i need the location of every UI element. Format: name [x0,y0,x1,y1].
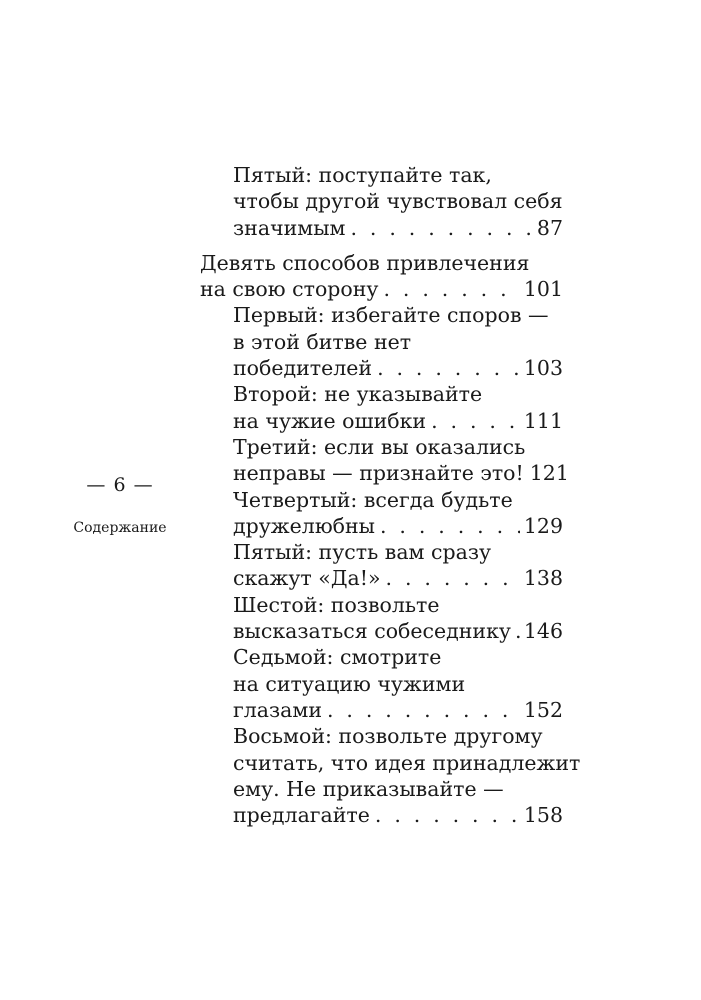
toc-entry-line: Седьмой: смотрите [233,645,442,670]
toc-entry-line: Восьмой: позвольте другому [233,724,543,749]
dot-leader [386,565,520,591]
toc-entry-line: чтобы другой чувствовал себя [233,189,563,214]
toc-entry-line: высказаться собеседнику [233,619,511,644]
toc-entry-line: Пятый: поступайте так, [233,163,492,187]
toc-entry-line: Четвертый: всегда будьте [233,487,513,512]
toc-section-title-line: Девять способов привлечения [200,250,530,275]
toc-entry [200,162,563,241]
table-of-contents [200,162,581,828]
toc-entry-line: Второй: не указывайте [233,382,483,407]
toc-page-number: 146 [523,619,563,644]
toc-entry-leader-line [200,697,563,723]
dot-leader [380,513,520,539]
toc-page-number: 129 [523,513,563,538]
toc-page-number: 101 [523,277,563,302]
toc-entry [200,539,563,592]
toc-page-number: 158 [523,803,563,828]
toc-entry-leader-line [200,802,563,828]
toc-page-number: 103 [523,356,563,381]
running-head: Содержание [73,520,167,536]
toc-entry-leader-line [200,355,563,381]
toc-page-number: 121 [529,461,569,486]
dot-leader [375,802,520,828]
toc-entry-line: глазами [233,697,322,722]
toc-entry [200,302,563,381]
toc-entry-line: на ситуацию чужими [233,671,466,696]
toc-section-title-line: на свою сторону [200,277,379,302]
toc-entry-leader-line [200,460,569,486]
toc-entry-line: неправы — признайте это! [233,461,524,486]
dot-leader [377,355,520,381]
toc-entry-line: предлагайте [233,803,370,828]
page-number: — 6 — [86,474,154,496]
toc-entry [200,592,563,645]
toc-entry-leader-line [200,276,563,302]
toc-entry [200,723,581,828]
toc-page-number: 87 [536,215,563,240]
toc-entry-leader-line [200,408,563,434]
dot-leader [351,215,533,241]
toc-entry-line: значимым [233,215,346,240]
toc-entry-line: Шестой: позвольте [233,592,440,617]
toc-page-number: 152 [523,697,563,722]
toc-entry-line: скажут «Да!» [233,566,381,591]
toc-entry-line: дружелюбны [233,513,375,538]
toc-entry-leader-line [200,215,563,241]
toc-entry-line: Третий: если вы оказались [233,434,526,459]
dot-leader [327,697,520,723]
toc-entry-line: в этой битве нет [233,329,412,354]
toc-entry-leader-line [200,513,563,539]
toc-page-number: 111 [523,408,563,433]
toc-entry [200,644,563,723]
toc-entry-line: Пятый: пусть вам сразу [233,540,492,565]
toc-entry-leader-line [200,618,563,644]
toc-entry [200,434,569,487]
toc-entry [200,250,563,303]
toc-entry-line: на чужие ошибки [233,408,427,433]
toc-page-number: 138 [523,566,563,591]
toc-entry-line: ему. Не приказывайте — [233,776,504,801]
toc-entry [200,381,563,434]
dot-leader [383,276,519,302]
toc-entry-line: считать, что идея принадлежит [233,750,581,775]
toc-entry-line: Первый: избегайте споров — [233,303,549,328]
toc-entry-leader-line [200,565,563,591]
dot-leader [515,618,522,644]
dot-leader [431,408,520,434]
toc-entry [200,487,563,540]
toc-entry-line: победителей [233,356,373,381]
